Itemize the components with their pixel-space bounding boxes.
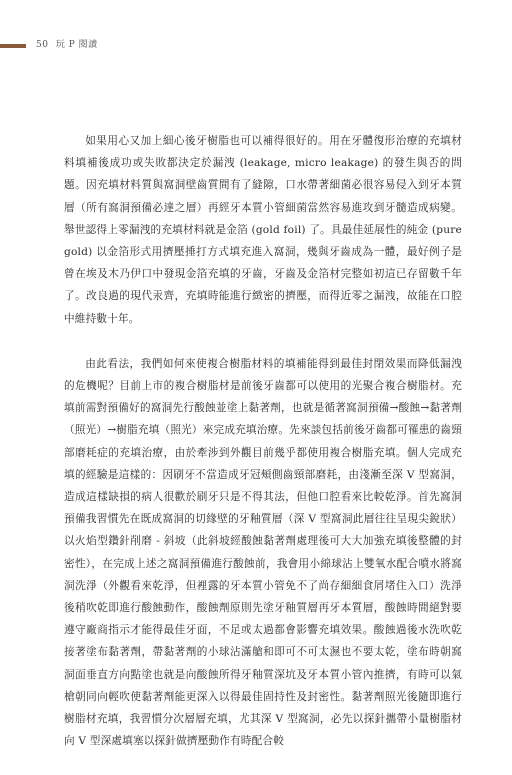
page-number: 50 xyxy=(36,40,49,50)
header-accent-bar xyxy=(0,44,26,48)
running-header xyxy=(36,37,98,50)
paragraph-2: 由此看法，我們如何來使複合樹脂材料的填補能得到最佳封閉效果而降低漏洩的危機呢？目前上市的複合樹脂材是前後牙齒都可以使用的光聚合複合樹脂材。充填前需對預備好的窩洞先行酸蝕並塗上黏著劑，也就是循著窩洞預備→酸蝕→黏著劑（照光）→樹脂充填（照光）來完成充填治療。先來談包括前後牙齒都可罹患的齒頸部磨耗症的充填治療，由於牽涉到外觀目前幾乎都使用複合樹脂充填。個人完成充填的經驗是這樣的：因刷牙不當造成牙冠頰側齒頸部磨耗，由淺漸至深 V 型窩洞，造成這樣缺損的病人很歡於刷牙只是不得其法，但他口腔看來比較乾淨。首先窩洞預備我習慣先在既成窩洞的切緣壁的牙釉質層（深 V 型窩洞此層往往呈現尖銳狀）以火焰型鑽針削磨 - 斜坡（此斜坡經酸蝕黏著劑處理後可大大加強充填後整體的封密性），在完成上述之窩洞預備進行酸蝕前，我會用小綿球沾上雙氧水配合噴水將窩洞洗淨（外觀看來乾淨，但裡露的牙本質小管免不了尚存細細食屑堵住入口）洗淨後稍吹乾即進行酸蝕動作，酸蝕劑原則先塗牙釉質層再牙本質層，酸蝕時間絕對要遵守廠商指示才能得最佳牙面，不足或太過都會影響充填效果。酸蝕過後水洗吹乾接著塗布黏著劑，帶黏著劑的小球沾滿艙和即可不可太濕也不要太乾，塗布時朝窩洞面垂直方向點塗也就是向酸蝕所得牙釉質深坑及牙本質小管內推擠，有時可以氣槍朝同向輕吹使黏著劑能更深入以得最佳固持性及封密性。黏著劑照光後隨即進行樹脂材充填，我習慣分次層層充填，尤其深 V 型窩洞，必先以探針攜帶小量樹脂材向 V 型深處填塞以探針做擠壓動作有時配合較 xyxy=(64,357,462,748)
body-text xyxy=(64,130,462,775)
paragraph-1: 如果用心又加上細心後牙樹脂也可以補得很好的。用在牙體復形治療的充填材料填補後成功或失敗都決定於漏洩 (leakage, micro leakage) 的發生與否的問題。因充填材料質與窩洞壁齒質間有了縫隙，口水帶著細菌必很容易侵入到牙本質層（所有窩洞預備必達之層）再經牙本質小管細菌當然容易進攻到牙髓造成病變。舉世認得上零漏洩的充填材料就是金箔 (gold foil) 了。具最佳延展性的純金 (pure gold) 以金箔形式用擠壓捶打方式填充進入窩洞，幾與牙齒成為一體，最好例子是曾在埃及木乃伊口中發現金箔充填的牙齒，牙齒及金箔材完整如初這已存留數千年了。改良過的現代汞齊，充填時能進行緻密的擠壓，而得近零之漏洩，故能在口腔中維持數十年。 xyxy=(64,135,462,325)
book-title: 玩 P 閱讀 xyxy=(55,40,98,50)
